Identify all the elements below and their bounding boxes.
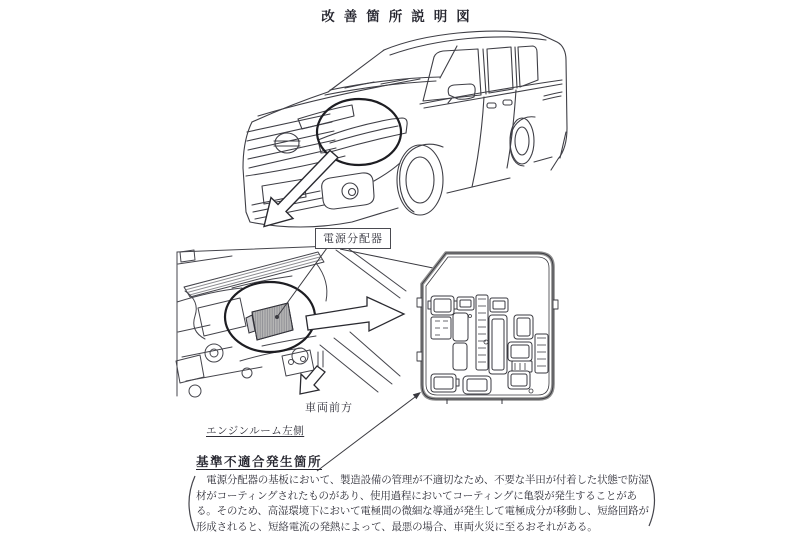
power-distributor-label: 電源分配器 [315,228,391,249]
defect-text-line: る。そのため、高湿環境下において電極間の微細な導通が発生して電極成分が移動し、短絡回路が [196,506,649,517]
vehicle-front-label: 車両前方 [305,402,353,414]
fuse-box-illustration [417,253,558,404]
defect-text-line: 電源分配器の基板において、製造設備の管理が不適切なため、不要な半田が付着した状態で防湿 [196,475,649,486]
defect-section-heading: 基準不適合発生箇所 [196,455,323,469]
arrow-right-icon [306,297,404,331]
engine-room-left-side-label: エンジンルーム左側 [206,426,305,437]
page-title: 改善箇所説明図 [321,9,479,24]
defect-description [196,473,656,533]
bracket-left [189,476,195,531]
defect-text-line: 形成されると、短絡電流の発熱によって、最悪の場合、車両火災に至るおそれがある。 [196,521,598,533]
defect-text-line: 材がコーティングされたものがあり、使用過程においてコーティングに亀裂が発生することがあ [196,490,637,502]
power-distributor-highlight [246,303,293,340]
